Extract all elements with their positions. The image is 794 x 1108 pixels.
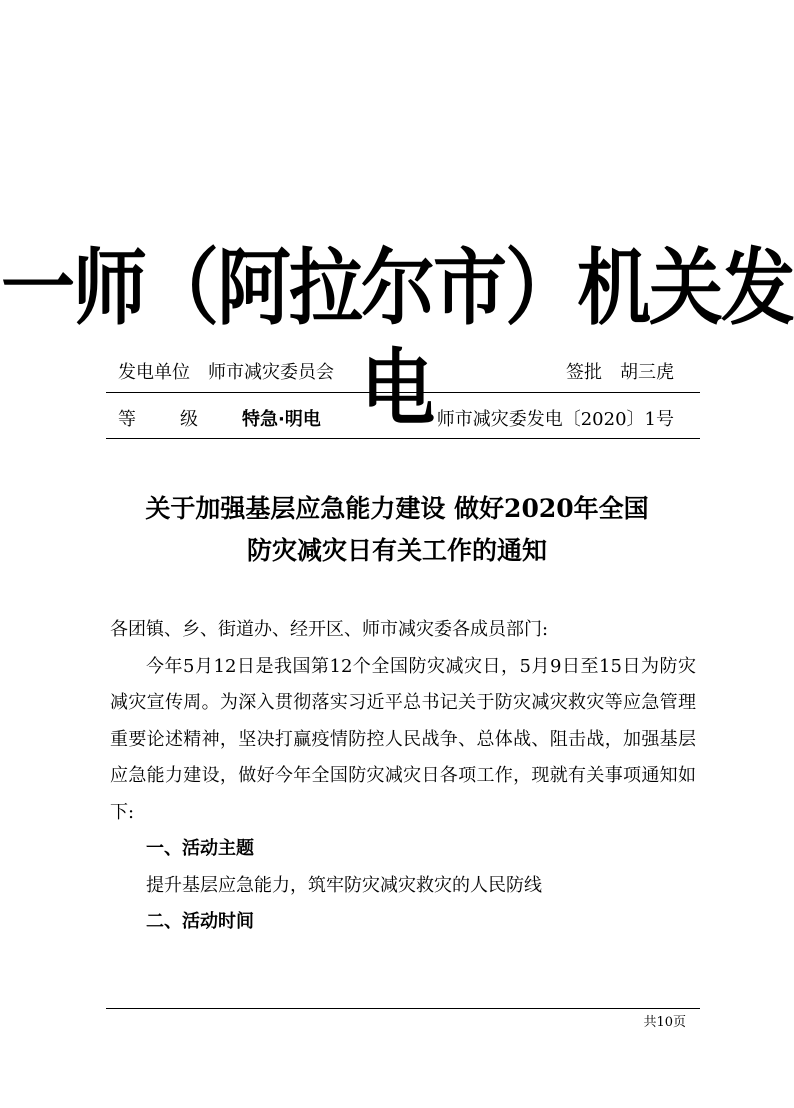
issuer-label: 发电单位 <box>118 362 190 383</box>
approver-label: 签批 <box>566 362 602 383</box>
header-divider-bottom <box>106 438 700 439</box>
issuer-row <box>106 351 700 395</box>
document-title-line2: 防灾减灾日有关工作的通知 <box>246 536 547 565</box>
page-count: 共10页 <box>643 1015 686 1030</box>
grade-row <box>106 398 700 442</box>
grade-label: 等级 <box>118 409 242 430</box>
paragraph-intro: 今年5月12日是我国第12个全国防灾减灾日，5月9日至15日为防灾减灾宣传周。为深入贯彻落实习近平总书记关于防灾减灾救灾等应急管理重要论述精神，坚决打赢疫情防控人民战争、总体战、阻击战，加强基层应急能力建设，做好今年全国防灾减灾日各项工作，现就有关事项通知如下: <box>110 655 696 823</box>
header-divider-top <box>106 392 700 393</box>
section-text-theme: 提升基层应急能力，筑牢防灾减灾救灾的人民防线 <box>146 874 542 896</box>
section-heading-time: 二、活动时间 <box>146 911 254 932</box>
doc-number: 师市减灾委发电〔2020〕1号 <box>436 409 674 430</box>
document-body <box>110 612 696 941</box>
approver-value: 胡三虎 <box>620 362 674 383</box>
footer-divider <box>106 1008 700 1009</box>
document-title-line1: 关于加强基层应急能力建设 做好2020年全国 <box>145 494 649 523</box>
section-heading-theme: 一、活动主题 <box>146 838 254 859</box>
masthead-title: 一师（阿拉尔市）机关发电 <box>1 240 793 438</box>
grade-value: 特急·明电 <box>242 409 321 430</box>
grade-field <box>118 398 321 442</box>
approver-field <box>566 351 674 395</box>
issuer-value: 师市减灾委员会 <box>208 362 334 383</box>
issuer-field <box>118 351 334 395</box>
document-title <box>80 488 714 572</box>
addressee: 各团镇、乡、街道办、经开区、师市减灾委各成员部门: <box>110 619 549 640</box>
